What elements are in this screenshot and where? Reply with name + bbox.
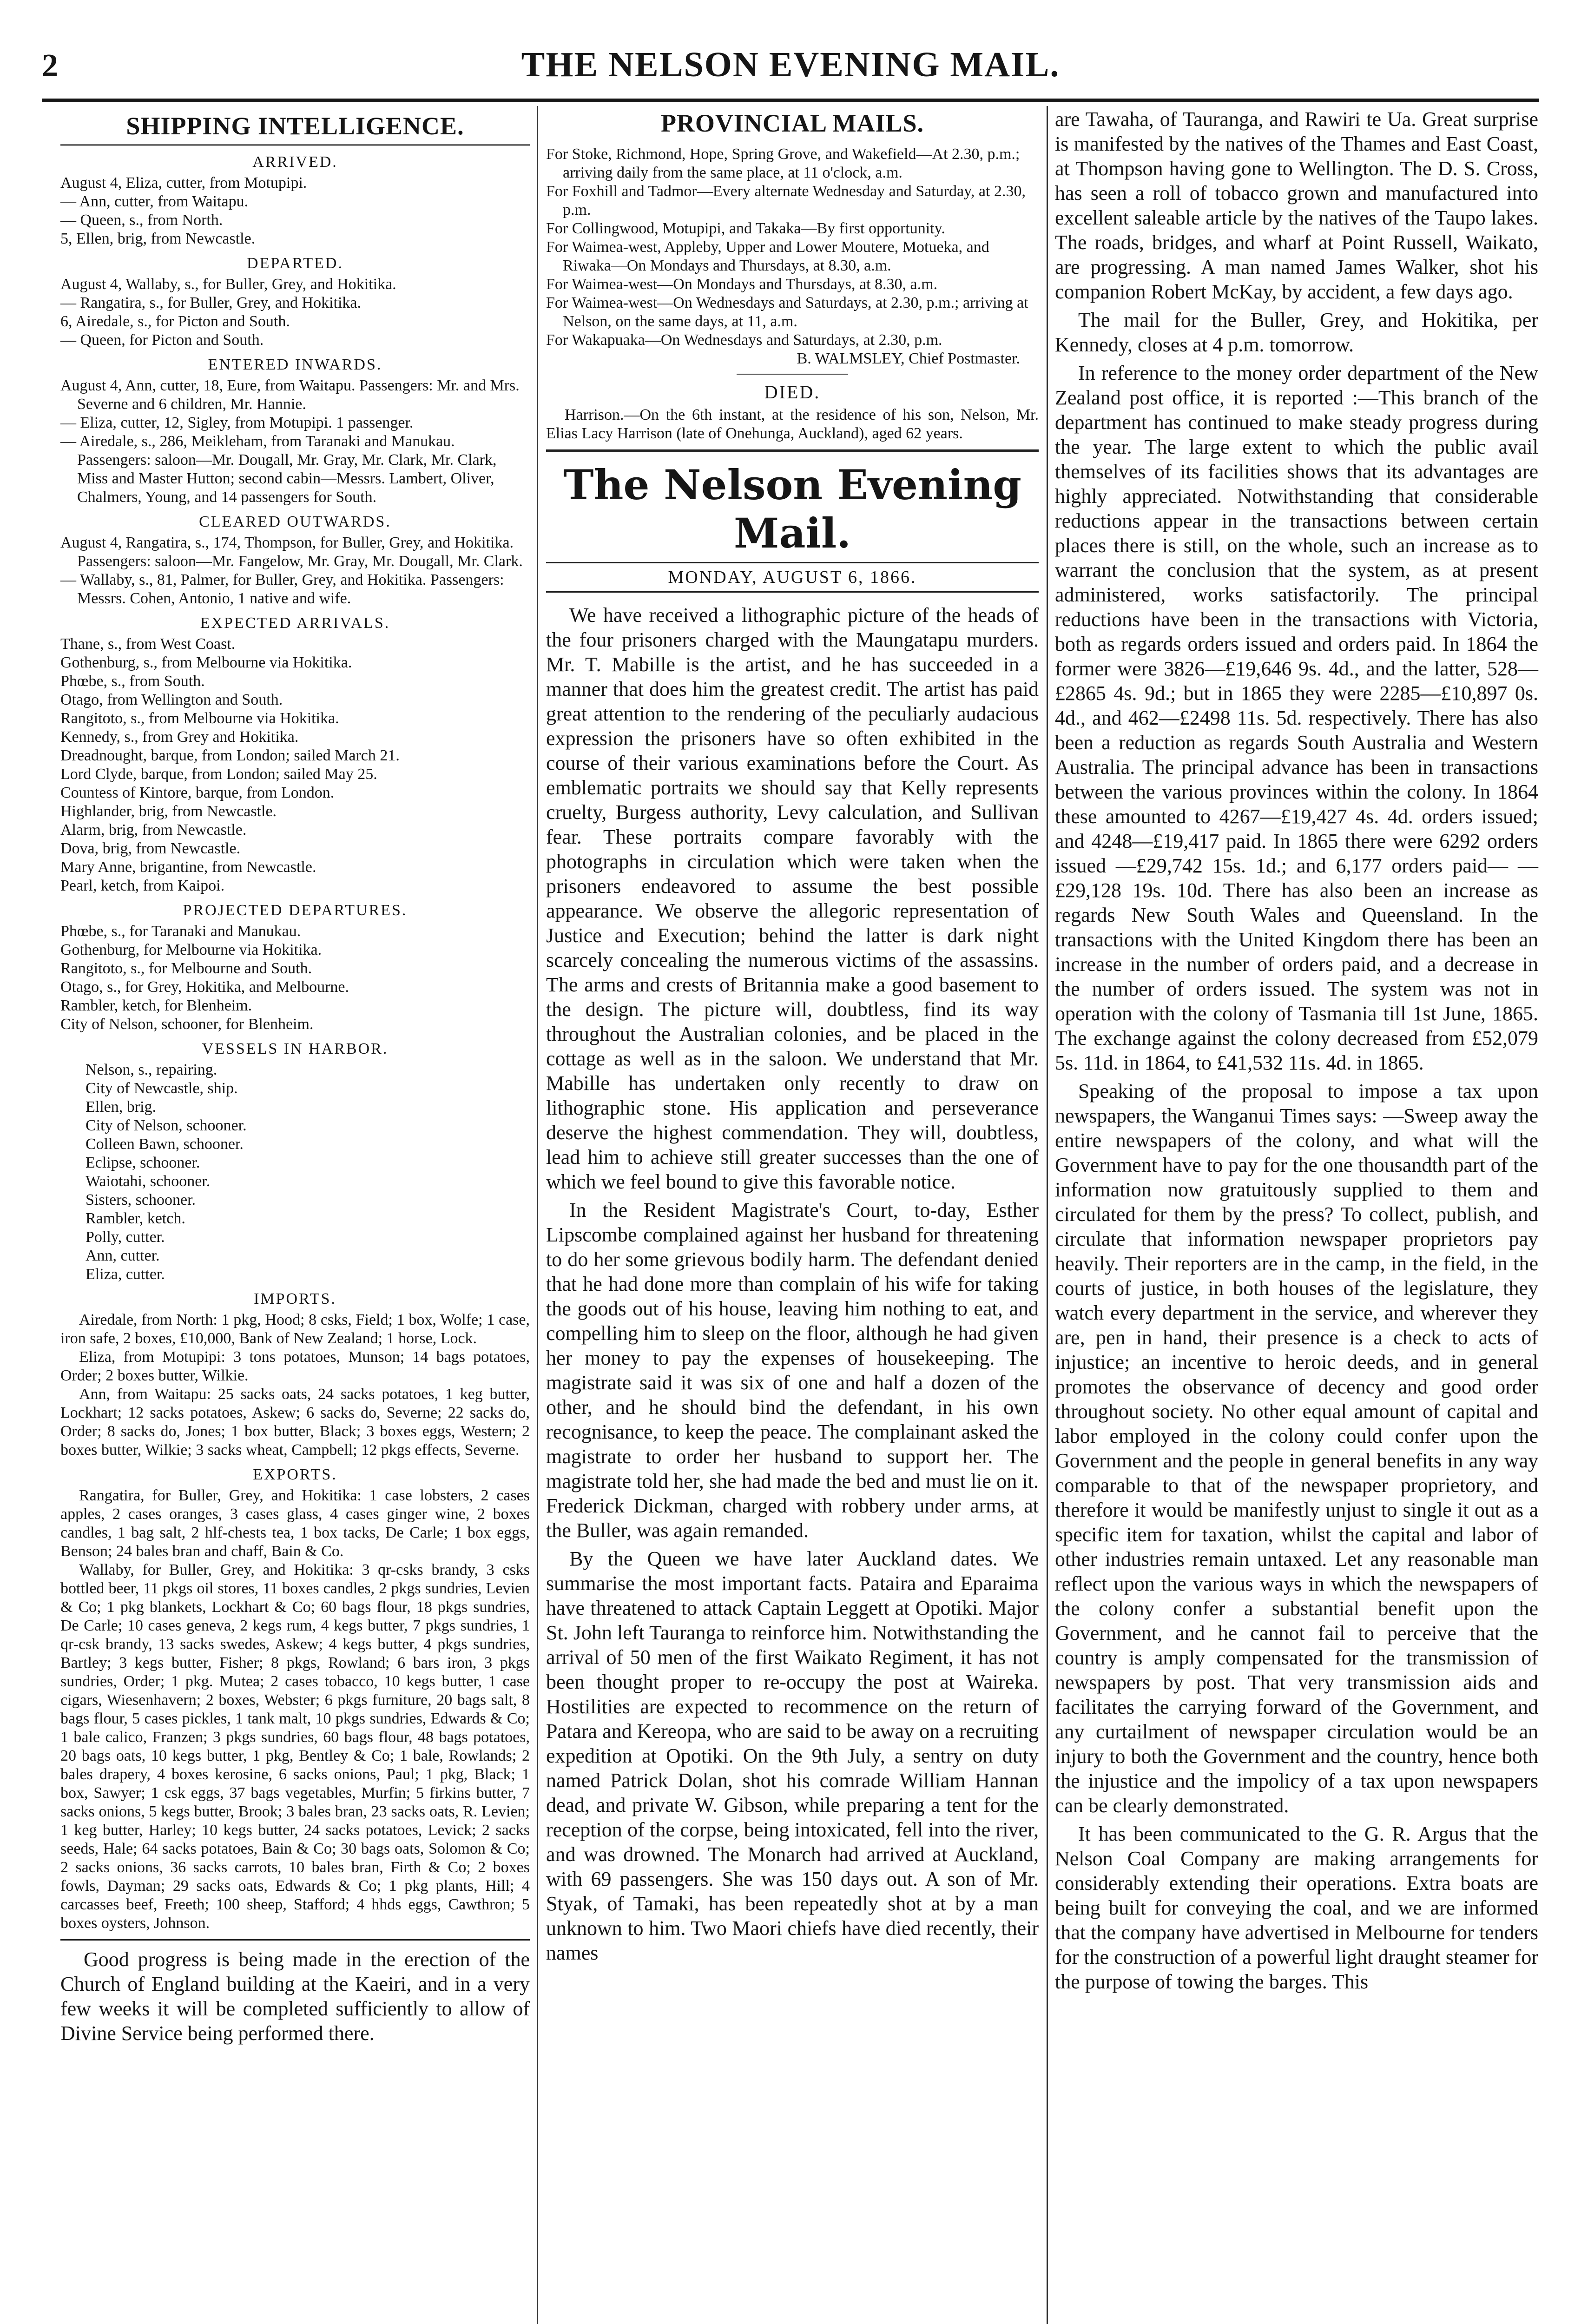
list-item: Nelson, s., repairing. (86, 1061, 217, 1078)
section-heading: ENTERED INWARDS. (208, 356, 382, 373)
shipping-projected-departures (60, 902, 530, 1034)
shipping-heading: SHIPPING INTELLIGENCE. (60, 112, 530, 146)
section-heading: ARRIVED. (252, 153, 338, 171)
shipping-vessels-in-harbor (60, 1040, 530, 1284)
list-item: 5, Ellen, brig, from Newcastle. (60, 230, 256, 247)
paragraph: We have received a lithographic picture of the heads of the four prisoners charged with the Maungatapu murders. Mr. T. Mabille is the artist, and he has succeeded in a manner that does him the greatest credit. The artist has paid great attention to the rendering of the peculiarly audacious expression the prisoners have so often exhibited in the course of their various examinations before the Court. As emblematic portraits we should say that Kelly represents cruelty, Burgess authority, Levy calculation, and Sullivan fear. These portraits compare favorably with the photographs in circulation which were taken when the prisoners endeavored to assume the best possible appearance. We observe the allegoric representation of Justice and Execution; behind the latter is dark night scarcely concealing the numerous victims of the assassins. The arms and crests of Britannia make a good basement to the design. The picture will, doubtless, find its way throughout the Australian colonies, and be placed in the cottage as well as in the saloon. We understand that Mr. Mabille has undertaken only recently to draw on lithographic stone. His application and perseverance deserve the highest commendation. They will, doubtless, lead him to achieve still greater successes than the one of which we feel bound to give this favorable notice. (546, 604, 1039, 1193)
list-item: Rangitoto, s., from Melbourne via Hokitika. (60, 710, 339, 727)
section-heading: PROJECTED DEPARTURES. (183, 902, 408, 919)
list-item: — Eliza, cutter, 12, Sigley, from Motupipi. 1 passenger. (60, 414, 414, 431)
list-item: Sisters, schooner. (86, 1191, 196, 1208)
list-item: Mary Anne, brigantine, from Newcastle. (60, 858, 316, 876)
paragraph: The mail for the Buller, Grey, and Hokitika, per Kennedy, closes at 4 p.m. tomorrow. (1055, 309, 1538, 356)
died-notice (546, 406, 1039, 443)
paragraph: In reference to the money order department of the New Zealand post office, it is reported :—This branch of the department has continued to make steady progress during the year. The large extent to which the public avail themselves of its facilities shows that its advantages are highly appreciated. Notwithstanding that considerable reductions appear in the transactions between certain places there is still, on the whole, such an increase as to warrant the conclusion that the system, as at present administered, works satisfactorily. The principal reductions have been in the transactions with Victoria, both as regards orders issued and orders paid. In 1864 the former were 3826—£19,646 9s. 4d., and the latter, 528—£2865 4s. 9d.; but in 1865 they were 2285—£10,897 0s. 4d., and 462—£2498 11s. 5d. respectively. There has also been a reduction as regards South Australia and Western Australia. The principal advance has been in transactions between the various provinces within the colony. In 1864 these amounted to 4267—£19,427 4s. 4d. orders issued; and 4248—£19,417 paid. In 1865 there were 6292 orders issued —£29,742 15s. 1d.; and 6,177 orders paid— —£29,128 19s. 10d. There has also been an increase as regards New South Wales and Queensland. In the transactions with the United Kingdom there has been an increase in the number of orders paid, and a decrease in the number of orders issued. The system was not in operation with the colony of Tasmania till 1st June, 1865. The exchange against the colony decreased from £52,079 5s. 11d. in 1864, to £41,532 11s. 4d. in 1865. (1055, 362, 1538, 1074)
list-item: Highlander, brig, from Newcastle. (60, 803, 277, 820)
list-item: August 4, Rangatira, s., 174, Thompson, for Buller, Grey, and Hokitika. Passengers: saloon—Mr. Fangelow, Mr. Gray, Mr. Dougall, Mr. Clark. (60, 534, 523, 570)
list-item: — Airedale, s., 286, Meikleham, from Taranaki and Manukau. Passengers: saloon—Mr. Dougall, Mr. Gray, Mr. Clark, Mr. Clark, Miss and Master Hutton; second cabin—Messrs. Lambert, Oliver, Chalmers, Young, and 14 passengers for South. (60, 433, 497, 506)
list-item: For Waimea-west—On Wednesdays and Saturdays, at 2.30, p.m.; arriving at Nelson, on the same days, at 11, a.m. (546, 294, 1028, 330)
list-item: Rambler, ketch, for Blenheim. (60, 997, 252, 1014)
shipping-expected-arrivals (60, 614, 530, 895)
shipping-imports (60, 1290, 530, 1459)
masthead (42, 42, 1539, 93)
list-item: Alarm, brig, from Newcastle. (60, 821, 247, 838)
section-heading: IMPORTS. (254, 1290, 336, 1307)
list-item: — Rangatira, s., for Buller, Grey, and Hokitika. (60, 294, 361, 311)
postmaster-signature: B. WALMSLEY, Chief Postmaster. (797, 350, 1020, 367)
divider (60, 1939, 530, 1941)
list-item: Thane, s., from West Coast. (60, 635, 236, 653)
list-item: Countess of Kintore, barque, from London. (60, 784, 335, 801)
list-item: Ellen, brig. (86, 1098, 157, 1116)
list-item: Otago, from Wellington and South. (60, 691, 283, 708)
died-heading: DIED. (764, 382, 821, 403)
list-item: Rambler, ketch. (86, 1210, 185, 1227)
paragraph: Rangatira, for Buller, Grey, and Hokitika: 1 case lobsters, 2 cases apples, 2 cases oranges, 3 cases glass, 4 cases ginger wine, 2 boxes candles, 1 bag salt, 2 hlf-chests tea, 1 box tacks, De Carle; 1 box eggs, Benson; 24 bales bran and chaff, Bain & Co. (60, 1487, 530, 1560)
list-item: City of Newcastle, ship. (86, 1080, 238, 1097)
column-divider (1047, 106, 1048, 2324)
section-heading: EXPORTS. (253, 1466, 337, 1483)
provincial-mails (546, 145, 1039, 368)
list-item: Phœbe, s., for Taranaki and Manukau. (60, 923, 301, 940)
paragraph: By the Queen we have later Auckland dates. We summarise the most important facts. Pataira and Eparaima have threatened to attack Captain Leggett at Opotiki. Major St. John left Tauranga to reinforce him. Notwithstanding the arrival of 50 men of the first Waikato Regiment, it has not been thought proper to re-occupy the post at Waireka. Hostilities are expected to recommence on the return of Patara and Kereopa, who are said to be away on a recruiting expedition at Opotiki. On the 9th July, a sentry on duty named Patrick Dolan, shot his comrade William Hannan dead, and private W. Gibson, while preparing a tent for the reception of the corpse, being intoxicated, fell into the river, and was drowned. The Monarch had arrived at Auckland, with 69 passengers. She was 150 days out. A son of Mr. Styak, of Tamaki, has been repeatedly shot at by a man unknown to him. Two Maori chiefs have died recently, their names (546, 1547, 1039, 1964)
list-item: Dreadnought, barque, from London; sailed March 21. (60, 747, 400, 764)
list-item: For Foxhill and Tadmor—Every alternate Wednesday and Saturday, at 2.30, p.m. (546, 183, 1026, 218)
paragraph: Ann, from Waitapu: 25 sacks oats, 24 sacks potatoes, 1 keg butter, Lockhart; 12 sacks potatoes, Askew; 6 sacks do, Severne; 22 sacks do, Order; 8 sacks do, Jones; 1 box butter, Black; 3 boxes eggs, Western; 2 boxes butter, Wilkie; 3 sacks wheat, Campbell; 12 pkgs effects, Severne. (60, 1386, 530, 1459)
shipping-departed (60, 255, 530, 350)
paragraph: Harrison.—On the 6th instant, at the residence of his son, Nelson, Mr. Elias Lacy Harrison (late of Onehunga, Auckland), aged 62 years. (546, 406, 1039, 442)
list-item: — Queen, for Picton and South. (60, 331, 264, 349)
editorial-column (546, 107, 1039, 1969)
shipping-arrived (60, 153, 530, 248)
list-item: For Stoke, Richmond, Hope, Spring Grove, and Wakefield—At 2.30, p.m.; arriving daily from the same place, at 11 o'clock, a.m. (546, 145, 1020, 181)
shipping-cleared-outwards (60, 513, 530, 608)
list-item: Pearl, ketch, from Kaipoi. (60, 877, 225, 894)
list-item: — Ann, cutter, from Waitapu. (60, 193, 249, 210)
section-heading: CLEARED OUTWARDS. (199, 513, 391, 530)
list-item: For Waimea-west, Appleby, Upper and Lower Moutere, Motueka, and Riwaka—On Mondays and Thursdays, at 8.30, a.m. (546, 238, 989, 274)
list-item: Dova, brig, from Newcastle. (60, 840, 241, 857)
list-item: Polly, cutter. (86, 1228, 165, 1246)
list-item: Rangitoto, s., for Melbourne and South. (60, 960, 312, 977)
paragraph: Eliza, from Motupipi: 3 tons potatoes, Munson; 14 bags potatoes, Order; 2 boxes butter, Wilkie. (60, 1348, 530, 1384)
list-item: August 4, Wallaby, s., for Buller, Grey, and Hokitika. (60, 276, 396, 293)
list-item: — Queen, s., from North. (60, 211, 223, 229)
list-item: For Collingwood, Motupipi, and Takaka—By first opportunity. (546, 220, 945, 237)
editorial-body (546, 603, 1039, 1965)
news-column (1055, 107, 1538, 1998)
mails-heading: PROVINCIAL MAILS. (660, 109, 924, 137)
paragraph: It has been communicated to the G. R. Argus that the Nelson Coal Company are making arrangements for considerably extending their operations. Extra boats are being built for conveying the coal, and we are informed that the company have advertised in Melbourne for tenders for the construction of a powerful light draught steamer for the purpose of towing the barges. This (1055, 1822, 1538, 1993)
list-item: For Waimea-west—On Mondays and Thursdays, at 8.30, a.m. (546, 276, 938, 293)
list-item: 6, Airedale, s., for Picton and South. (60, 313, 290, 330)
list-item: Otago, s., for Grey, Hokitika, and Melbourne. (60, 978, 349, 996)
news-body (1055, 107, 1538, 1994)
list-item: Lord Clyde, barque, from London; sailed May 25. (60, 766, 377, 783)
shipping-exports (60, 1466, 530, 1933)
list-item: Waiotahi, schooner. (86, 1173, 211, 1190)
dateline: MONDAY, AUGUST 6, 1866. (546, 562, 1039, 593)
list-item: Gothenburg, s., from Melbourne via Hokitika. (60, 654, 352, 671)
paragraph: Good progress is being made in the erection of the Church of England building at the Kaeiri, and in a very few weeks it will be completed sufficiently to allow of Divine Service being performed there. (60, 1948, 530, 2045)
section-heading: VESSELS IN HARBOR. (202, 1040, 389, 1057)
paper-name: THE NELSON EVENING MAIL. (521, 45, 1060, 84)
section-heading: DEPARTED. (247, 255, 343, 272)
paragraph: Airedale, from North: 1 pkg, Hood; 8 csks, Field; 1 box, Wolfe; 1 case, iron safe, 2 boxes, £10,000, Bank of New Zealand; 1 horse, Lock. (60, 1311, 530, 1347)
column-divider (537, 106, 538, 2324)
divider (737, 374, 848, 375)
paragraph: Speaking of the proposal to impose a tax upon newspapers, the Wanganui Times says: —Sweep away the entire newspapers of the colony, and what will the Government have to pay for the one thousandth part of the information now gratuitously supplied to them and circulated for them by the press? To collect, publish, and circulate that information newspaper proprietors pay heavily. Their reporters are in the camp, in the field, in the courts of justice, in both houses of the legislature, they watch every department in the service, and wherever they are, pen in hand, their presence is a check to acts of injustice; an incentive to heroic deeds, and in general promotes the observance of decency and good order throughout society. No other equal amount of capital and labor employed in the colony could confer upon the Government and the people in general benefits in any way comparable to that of the newspaper proprietory, and therefore it would be manifestly unjust to single it out as a specific item for taxation, whilst the capital and labor of other industries remain untaxed. Let any reasonable man reflect upon the various ways in which the newspapers of the colony confer a substantial benefit upon the Government, and he cannot fail to perceive that the country is amply compensated for the transmission of newspapers by post. That very transmission aids and facilitates the carrying forward of the Government, and any curtailment of newspaper circulation would be an injury to both the Government and the country, hence both the injustice and the impolicy of a tax upon newspapers can be clearly demonstrated. (1055, 1080, 1538, 1817)
divider (546, 449, 1039, 452)
church-notice (60, 1947, 530, 2046)
paper-banner: The Nelson Evening Mail. (563, 461, 1021, 557)
list-item: Gothenburg, for Melbourne via Hokitika. (60, 941, 322, 958)
section-heading: EXPECTED ARRIVALS. (200, 614, 390, 632)
paragraph: In the Resident Magistrate's Court, to-day, Esther Lipscombe complained against her husband for threatening to do her some grievous bodily harm. The defendant denied that he had done more than complain of his wife for taking the goods out of his house, leaving him nothing to eat, and compelling him to sleep on the floor, although he had given her money to pay the expenses of housekeeping. The magistrate said it was six of one and half a dozen of the other, and he should bind the defendant, in his own recognisance, to keep the peace. The complainant asked the magistrate to order her husband to support her. The magistrate told her, she had made the bed and must lie on it. Frederick Dickman, charged with robbery under arms, at the Buller, was again remanded. (546, 1199, 1039, 1542)
shipping-column (60, 107, 530, 2049)
shipping-entered-inwards (60, 356, 530, 507)
list-item: City of Nelson, schooner, for Blenheim. (60, 1016, 314, 1033)
list-item: August 4, Ann, cutter, 18, Eure, from Waitapu. Passengers: Mr. and Mrs. Severne and 6 children, Mr. Hannie. (60, 377, 520, 413)
paragraph: are Tawaha, of Tauranga, and Rawiri te Ua. Great surprise is manifested by the natives of the Thames and East Coast, at Thompson having gone to Wellington. The D. S. Cross, has seen a roll of tobacco grown and manufactured into excellent saleable article by the natives of the Taupo lakes. The roads, bridges, and wharf at Point Russell, Waikato, are progressing. A man named James Walker, shot his companion Robert McKay, by accident, a few days ago. (1055, 108, 1538, 303)
list-item: Colleen Bawn, schooner. (86, 1136, 244, 1153)
page-number: 2 (42, 48, 58, 84)
paragraph: Wallaby, for Buller, Grey, and Hokitika: 3 qr-csks brandy, 3 csks bottled beer, 11 pkgs oil stores, 11 boxes candles, 2 pkgs sundries, Levien & Co; 1 pkg blankets, Lockhart & Co; 60 bags flour, 18 pkgs sundries, De Carle; 10 cases geneva, 2 kegs rum, 4 kegs butter, 7 pkgs sundries, 1 qr-csk brandy, 13 sacks swedes, Askew; 4 kegs butter, 4 pkgs sundries, Bartley; 3 kegs butter, Fisher; 8 pkgs, Rowland; 6 bars iron, 3 pkgs sundries, Order; 1 pkg. Mutea; 2 cases tobacco, 10 kegs butter, 1 case cigars, Wiesenhavern; 2 boxes, Webster; 6 pkgs furniture, 20 bags salt, 8 bags flour, 5 cases pickles, 1 tank malt, 10 pkgs sundries, Edwards & Co; 1 bale calico, Franzen; 3 pkgs sundries, 60 bags flour, 48 bags potatoes, 20 bags oats, 10 kegs butter, 1 pkg, Bentley & Co; 1 bale, Rowlands; 2 bales drapery, 4 boxes kerosine, 6 sacks onions, Paul; 1 pkg, Black; 1 box, Sawyer; 1 csk eggs, 37 bags vegetables, Murfin; 5 firkins butter, 7 sacks onions, 5 kegs butter, Brook; 3 bales bran, 23 sacks oats, R. Levien; 1 keg butter, Harley; 10 kegs butter, 24 sacks potatoes, Levick; 2 sacks seeds, Hale; 64 sacks potatoes, Bain & Co; 30 bags oats, Solomon & Co; 2 sacks onions, 36 sacks carrots, 10 bales bran, Firth & Co; 2 boxes fowls, Dayman; 29 sacks oats, Edwards & Co; 1 pkg plants, Hill; 4 carcasses beef, Freeth; 100 sheep, Stafford; 4 hhds eggs, Cawthron; 5 boxes oysters, Johnson. (60, 1561, 530, 1932)
list-item: For Wakapuaka—On Wednesdays and Saturdays, at 2.30, p.m. (546, 331, 942, 349)
list-item: Kennedy, s., from Grey and Hokitika. (60, 728, 299, 746)
list-item: Ann, cutter. (86, 1247, 160, 1264)
list-item: August 4, Eliza, cutter, from Motupipi. (60, 174, 307, 191)
list-item: Phœbe, s., from South. (60, 673, 205, 690)
masthead-rule (42, 99, 1539, 102)
list-item: Eliza, cutter. (86, 1266, 165, 1283)
list-item: — Wallaby, s., 81, Palmer, for Buller, Grey, and Hokitika. Passengers: Messrs. Cohen, Antonio, 1 native and wife. (60, 571, 504, 607)
list-item: City of Nelson, schooner. (86, 1117, 247, 1134)
list-item: Eclipse, schooner. (86, 1154, 200, 1171)
